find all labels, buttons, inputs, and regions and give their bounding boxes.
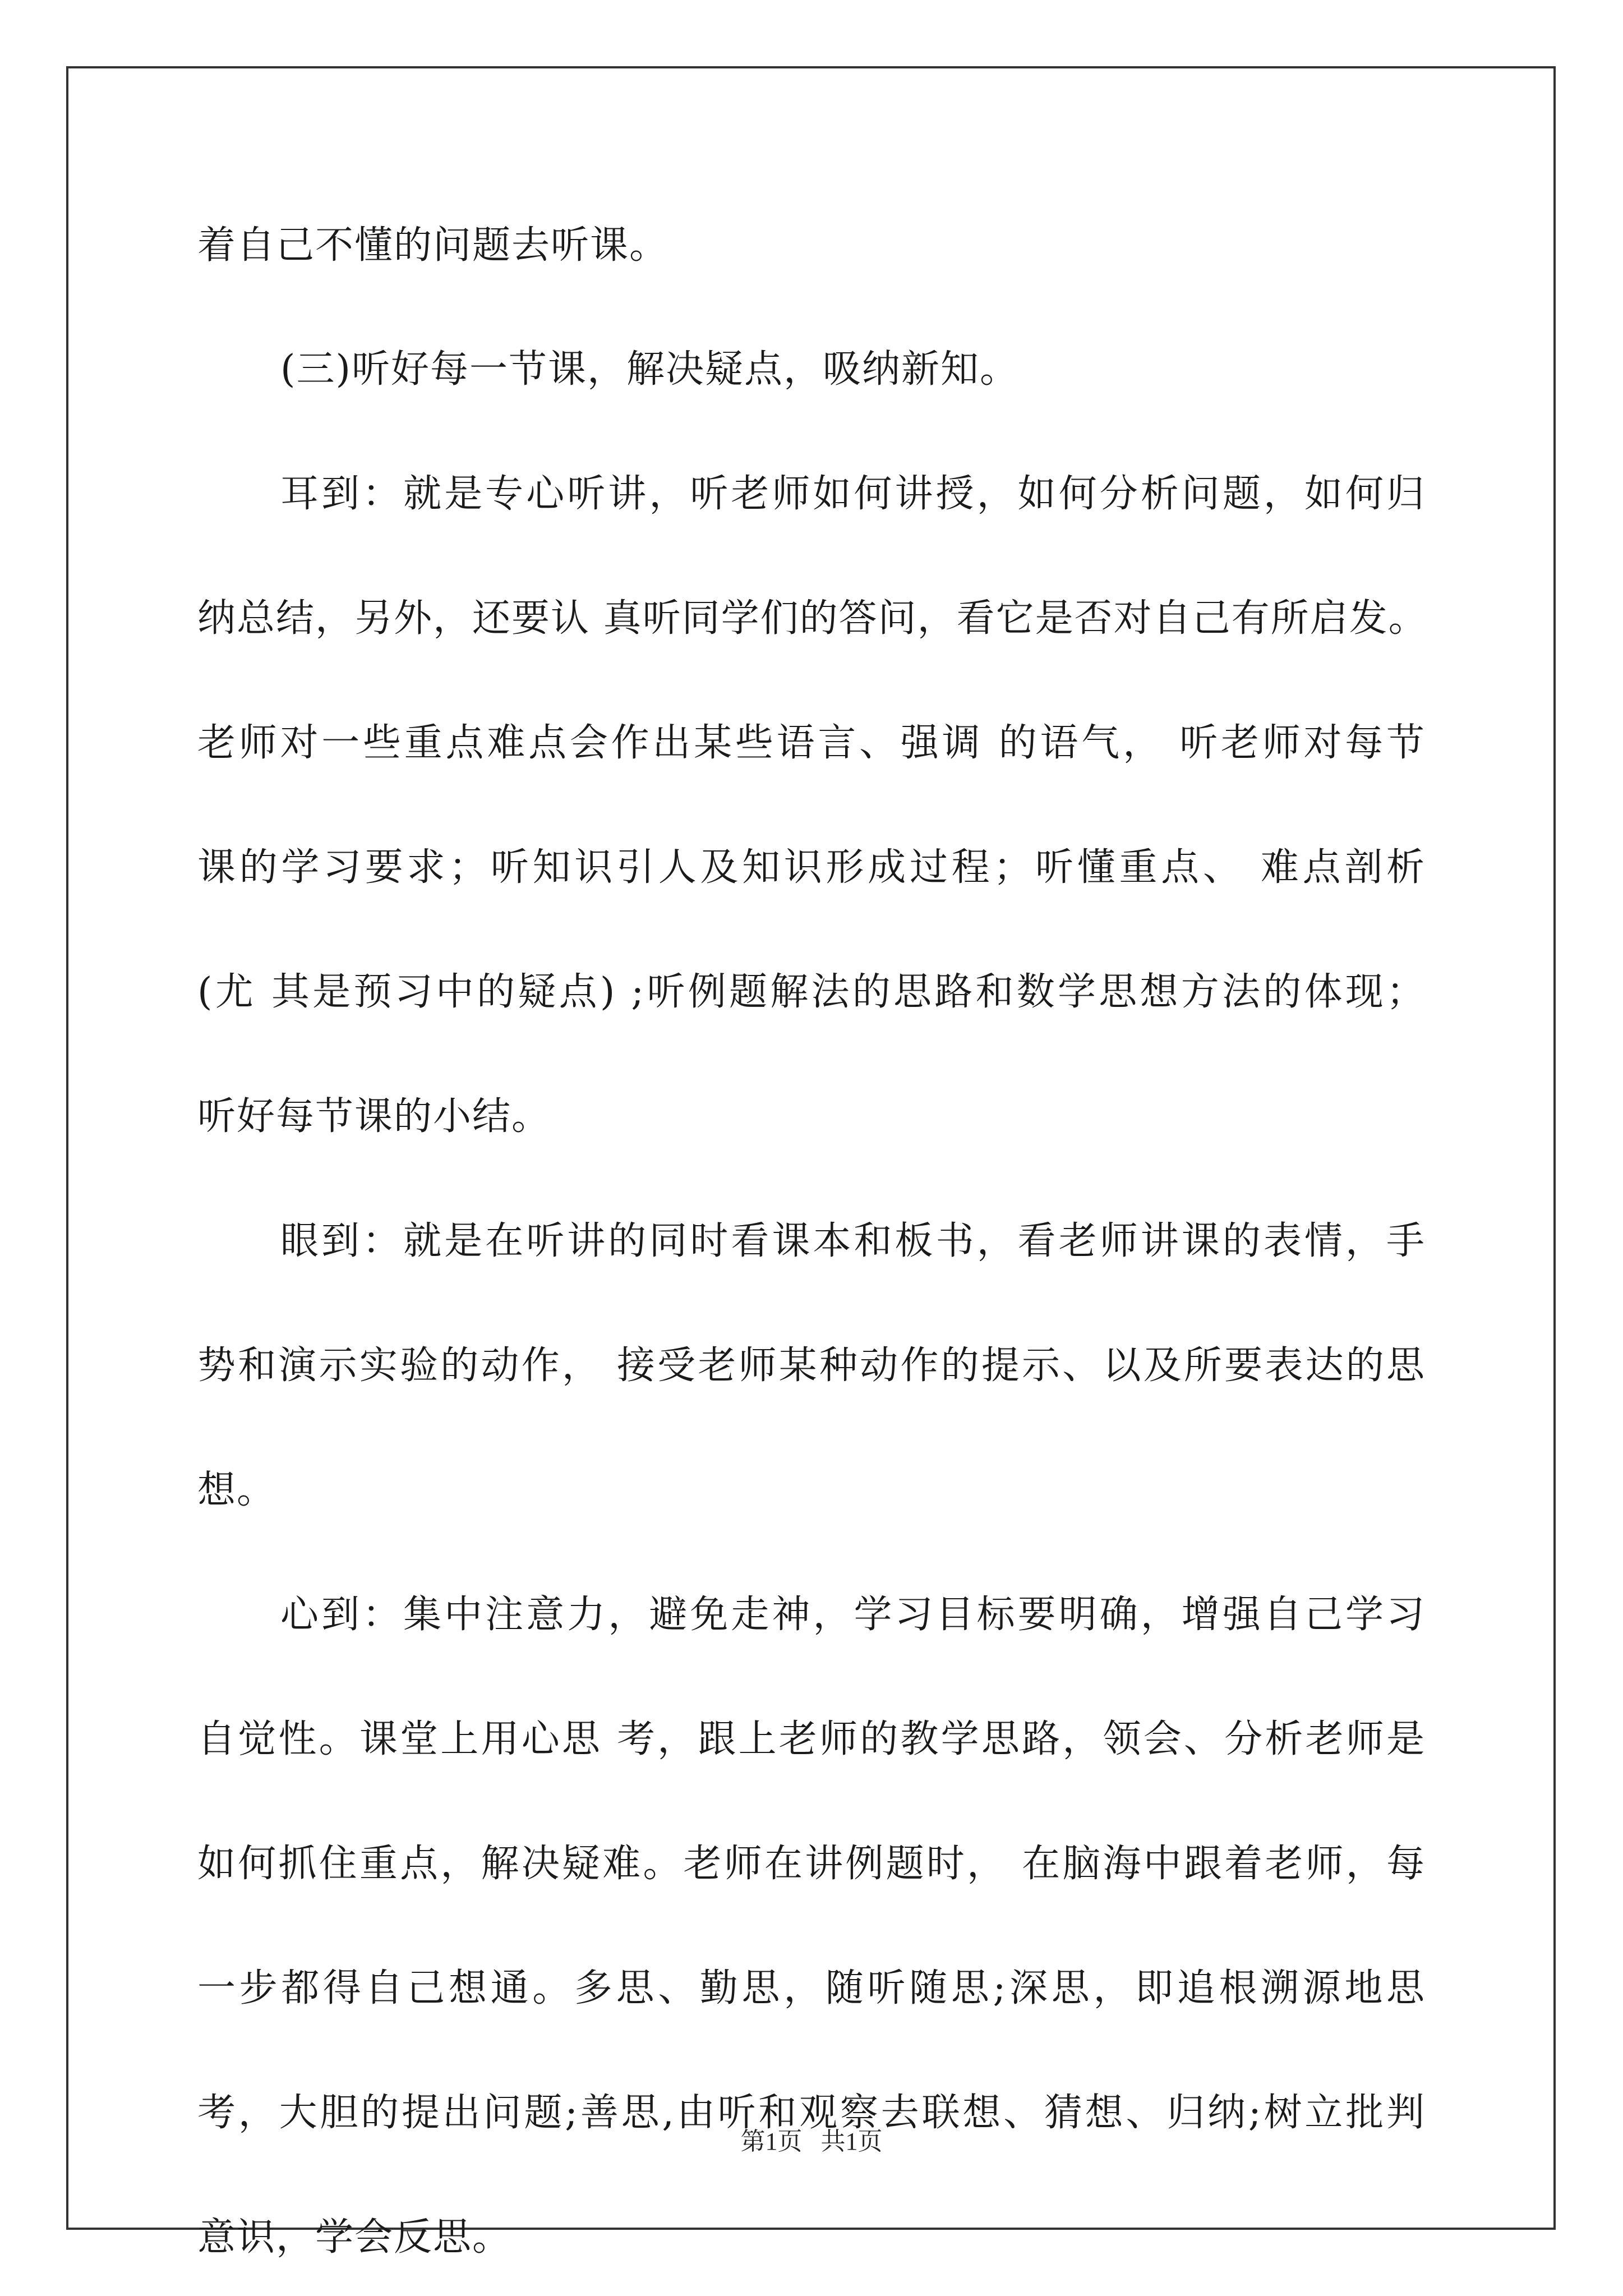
text-line: 一步都得自己想通。多思、勤思，随听随思;深思，即追根溯源地思 — [197, 1966, 1426, 2010]
text-line: 老师对一些重点难点会作出某些语言、强调 的语气， 听老师对每节 — [197, 721, 1426, 765]
text-line: 眼到：就是在听讲的同时看课本和板书，看老师讲课的表情，手 — [280, 1219, 1426, 1263]
text-line: 听好每节课的小结。 — [197, 1094, 551, 1139]
text-line: 自觉性。课堂上用心思 考，跟上老师的教学思路，领会、分析老师是 — [197, 1717, 1426, 1761]
section-heading: (三)听好每一节课，解决疑点，吸纳新知。 — [280, 347, 1020, 392]
text-line: 课的学习要求；听知识引人及知识形成过程；听懂重点、 难点剖析 — [197, 845, 1426, 890]
text-line: 如何抓住重点，解决疑难。老师在讲例题时， 在脑海中跟着老师，每 — [197, 1842, 1426, 1886]
text-line: 心到：集中注意力，避免走神，学习目标要明确，增强自己学习 — [280, 1593, 1426, 1637]
text-line: 纳总结，另外，还要认 真听同学们的答问，看它是否对自己有所启发。 — [197, 596, 1428, 641]
text-line: 考，大胆的提出问题;善思,由听和观察去联想、猜想、归纳;树立批判 — [197, 2091, 1426, 2135]
page-total: 共1页 — [820, 2128, 883, 2155]
page-footer — [0, 2125, 1623, 2159]
text-line: 意识，学会反思。 — [197, 2215, 512, 2260]
text-line: 着自己不懂的问题去听课。 — [197, 223, 669, 268]
text-line: 势和演示实验的动作， 接受老师某种动作的提示、以及所要表达的思 — [197, 1343, 1426, 1388]
text-line: (尤 其是预习中的疑点) ;听例题解法的思路和数学思想方法的体现； — [197, 970, 1426, 1014]
page-number: 第1页 — [740, 2128, 803, 2155]
text-line: 想。 — [197, 1468, 276, 1512]
text-line: 耳到：就是专心听讲，听老师如何讲授，如何分析问题，如何归 — [280, 472, 1426, 516]
